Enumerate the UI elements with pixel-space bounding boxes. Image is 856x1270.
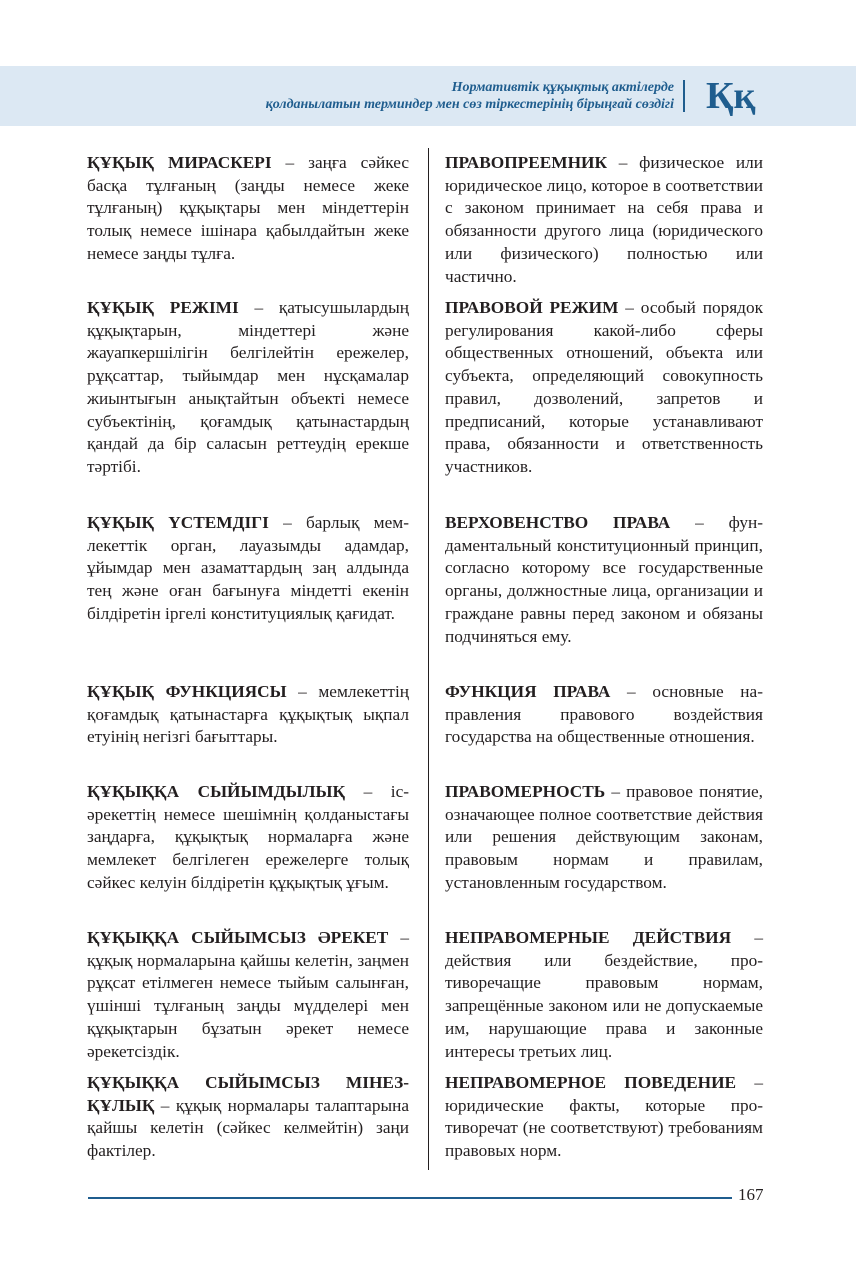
column-divider [428,148,429,1170]
entry-term: ҚҰҚЫҚҚА СЫЙЫМСЫЗ МІНЕЗ-ҚҰЛЫҚ [87,1073,409,1115]
entry-term: ПРАВОПРЕЕМНИК [445,153,608,172]
running-header-line-2: қолданылатын терминдер мен сөз тіркестерінің бірыңғай сөздігі [265,97,674,112]
entry-definition: – құқық нормаларына қайшы келетін, заңмен рұқсат етілмеген немесе тыйым салынған, үшінші тұлғаның заңды мүдделері мен құқықтарын бұзатын әрекет немесе әрекетсіздік. [87,928,409,1061]
entry-definition: – правовое понятие, означающее полное соответствие действия или решения действующим законам, правовым нормам и правилам, установленным государством. [445,782,763,892]
entry-kz-6 [87,927,409,1063]
entry-term: ҚҰҚЫҚ РЕЖІМІ [87,298,239,317]
entry-definition: – фундаментальный конституционный принцип, согласно которому все государственные органы, должностные лица, организации и граждане равны перед законом и обязаны подчиняться ему. [445,513,763,646]
entry-kz-2 [87,297,409,479]
entry-term: ПРАВОВОЙ РЕЖИМ [445,298,619,317]
entry-term: ПРАВОМЕРНОСТЬ [445,782,606,801]
entry-kz-5 [87,781,409,895]
entry-definition: – действия или бездействие, противоречащие правовым нормам, запрещённые законом или не допускаемые им, нарушающие права и законные интересы третьих лиц. [445,928,763,1061]
entry-definition: – құқық нормалары талаптарына қайшы келетін (сәйкес келмейтін) заңи фактілер. [87,1095,409,1161]
entry-kz-3 [87,512,409,626]
entry-definition: – основные направления правового воздействия государства на общественные отношения. [445,682,763,747]
entry-ru-5 [445,781,763,895]
section-letter: Ққ [706,75,756,117]
entry-definition: – барлық мемлекеттік орган, лауазымды адамдар, ұйымдар мен азаматтардың заң алдында тең және оған бағынуға міндетті екенін білдіретін іргелі конституциялық қағидат. [87,513,409,623]
entry-definition: – мемлекеттің қоғамдық қатынастарға құқықтық ықпал етуінің негізгі бағыттары. [87,682,409,747]
entry-ru-4 [445,681,763,749]
entry-term: ҚҰҚЫҚ ҮСТЕМДІГІ [87,513,269,532]
entry-ru-3 [445,512,763,648]
page-number: 167 [738,1185,764,1204]
header-separator [683,80,685,112]
entry-term: ҚҰҚЫҚҚА СЫЙЫМСЫЗ ӘРЕКЕТ [87,928,389,947]
entry-term: НЕПРАВОМЕРНОЕ ПОВЕДЕНИЕ [445,1073,737,1092]
running-header [266,79,674,113]
entry-definition: – физическое или юридическое лицо, которое в соответствии с законом принимает на себя права и обязанности другого лица (юридического или физического) полностью или частично. [445,153,763,286]
entry-definition: – заңға сәйкес басқа тұлғаның (заңды немесе жеке тұлғаның) құқықтары мен міндеттерін толық немесе ішінара қабылдайтын жеке немесе заңды тұлға. [87,153,409,263]
entry-term: ФУНКЦИЯ ПРАВА [445,682,611,701]
entry-ru-2 [445,297,763,479]
entry-term: НЕПРАВОМЕРНЫЕ ДЕЙСТВИЯ [445,928,732,947]
entry-definition: – особый порядок регулирования какой-либо сферы общественных отношений, объекта или субъекта, определяющий совокупность правил, дозволений, запретов и предписаний, которые устанавливают права, обязанности и ответственность участников. [445,298,763,476]
entry-term: ҚҰҚЫҚҚА СЫЙЫМДЫЛЫҚ [87,782,346,801]
running-header-line-1: Нормативтік құқықтық актілерде [451,80,674,95]
entry-term: ВЕРХОВЕНСТВО ПРАВА [445,513,671,532]
entry-ru-1 [445,152,763,288]
entry-term: ҚҰҚЫҚ МИРАСКЕРІ [87,153,272,172]
entry-kz-1 [87,152,409,266]
entry-ru-7 [445,1072,763,1163]
entry-kz-7 [87,1072,409,1163]
entry-definition: – қатысушылардың құқықтарын, міндеттері және жауапкершілігін белгілейтін ережелер, рұқсаттар, тыйымдар мен нұсқамалар жиынтығын анықтайтын объекті немесе субъектінің, қоғамдық қатынастардың қандай да бір саласын реттеудің ерекше тәртібі. [87,298,410,476]
entry-ru-6 [445,927,763,1063]
footer-rule [88,1197,732,1199]
entry-kz-4 [87,681,409,749]
entry-definition: – іс-әрекеттің немесе шешімнің қолданыстағы заңдарға, құқықтық нормаларға және мемлекет белгілеген ережелерге толық сәйкес келуін білдіретін құқықтық ұғым. [87,782,409,892]
entry-definition: – юридические факты, которые противоречат (не соответствуют) требованиям правовых норм. [445,1073,763,1161]
entry-term: ҚҰҚЫҚ ФУНКЦИЯСЫ [87,682,287,701]
